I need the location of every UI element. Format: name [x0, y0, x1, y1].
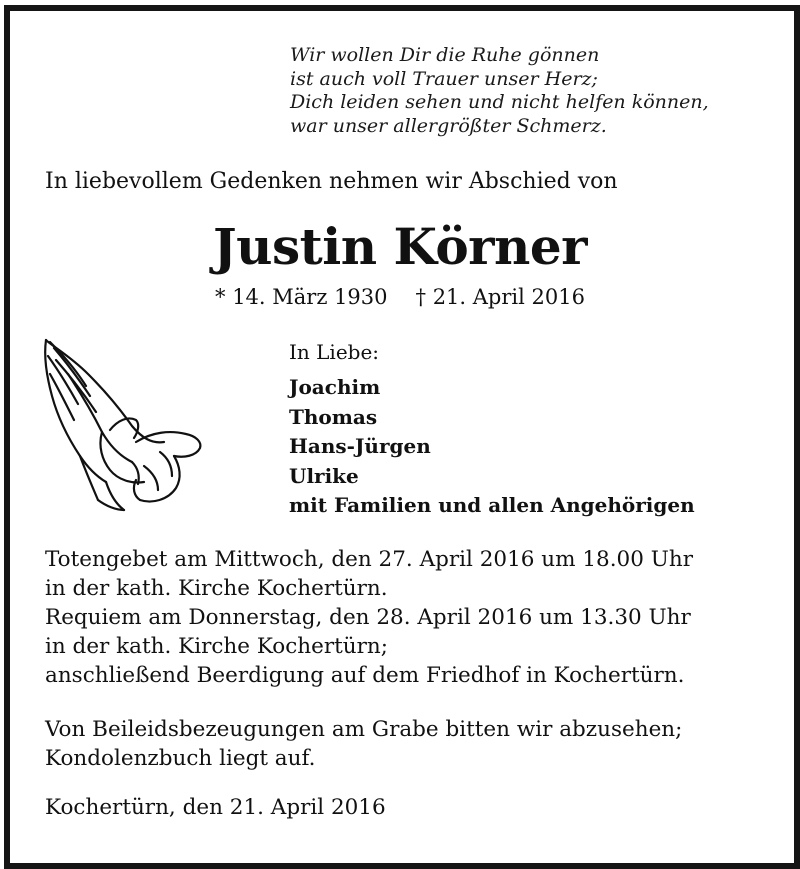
mourner-name: mit Familien und allen Angehörigen — [289, 493, 695, 517]
mourners-heading: In Liebe: — [289, 340, 380, 364]
deceased-name: Justin Körner — [212, 217, 588, 276]
poem-line: Wir wollen Dir die Ruhe gönnen — [290, 44, 600, 66]
mourner-name: Hans-Jürgen — [289, 434, 431, 458]
condolence-notice — [45, 715, 682, 773]
notice-line: Kondolenzbuch liegt auf. — [45, 746, 316, 771]
mourner-name: Thomas — [289, 404, 378, 429]
notice-line: Von Beileidsbezeugungen am Grabe bitten wir abzusehen; — [45, 717, 683, 742]
poem-line: ist auch voll Trauer unser Herz; — [290, 67, 598, 90]
death-date: † 21. April 2016 — [415, 285, 585, 309]
poem-line: Dich leiden sehen und nicht helfen können, — [290, 91, 709, 113]
intro-text: In liebevollem Gedenken nehmen wir Abschied von — [45, 169, 618, 194]
mourners-list — [289, 373, 695, 521]
service-line: Requiem am Donnerstag, den 28. April 2016 um 13.30 Uhr — [45, 605, 691, 630]
praying-hands-icon — [40, 334, 205, 514]
birth-date: * 14. März 1930 — [215, 285, 388, 309]
mourner-name: Ulrike — [289, 463, 359, 488]
poem — [290, 44, 709, 138]
service-details — [45, 545, 693, 690]
service-line: in der kath. Kirche Kochertürn; — [45, 634, 388, 659]
poem-line: war unser allergrößter Schmerz. — [290, 114, 607, 137]
mourner-name: Joachim — [289, 375, 381, 399]
service-line: Totengebet am Mittwoch, den 27. April 2016 um 18.00 Uhr — [45, 547, 693, 572]
service-line: anschließend Beerdigung auf dem Friedhof in Kochertürn. — [45, 663, 685, 688]
life-dates — [0, 287, 800, 308]
service-line: in der kath. Kirche Kochertürn. — [45, 576, 388, 601]
place-and-date: Kochertürn, den 21. April 2016 — [45, 795, 386, 820]
